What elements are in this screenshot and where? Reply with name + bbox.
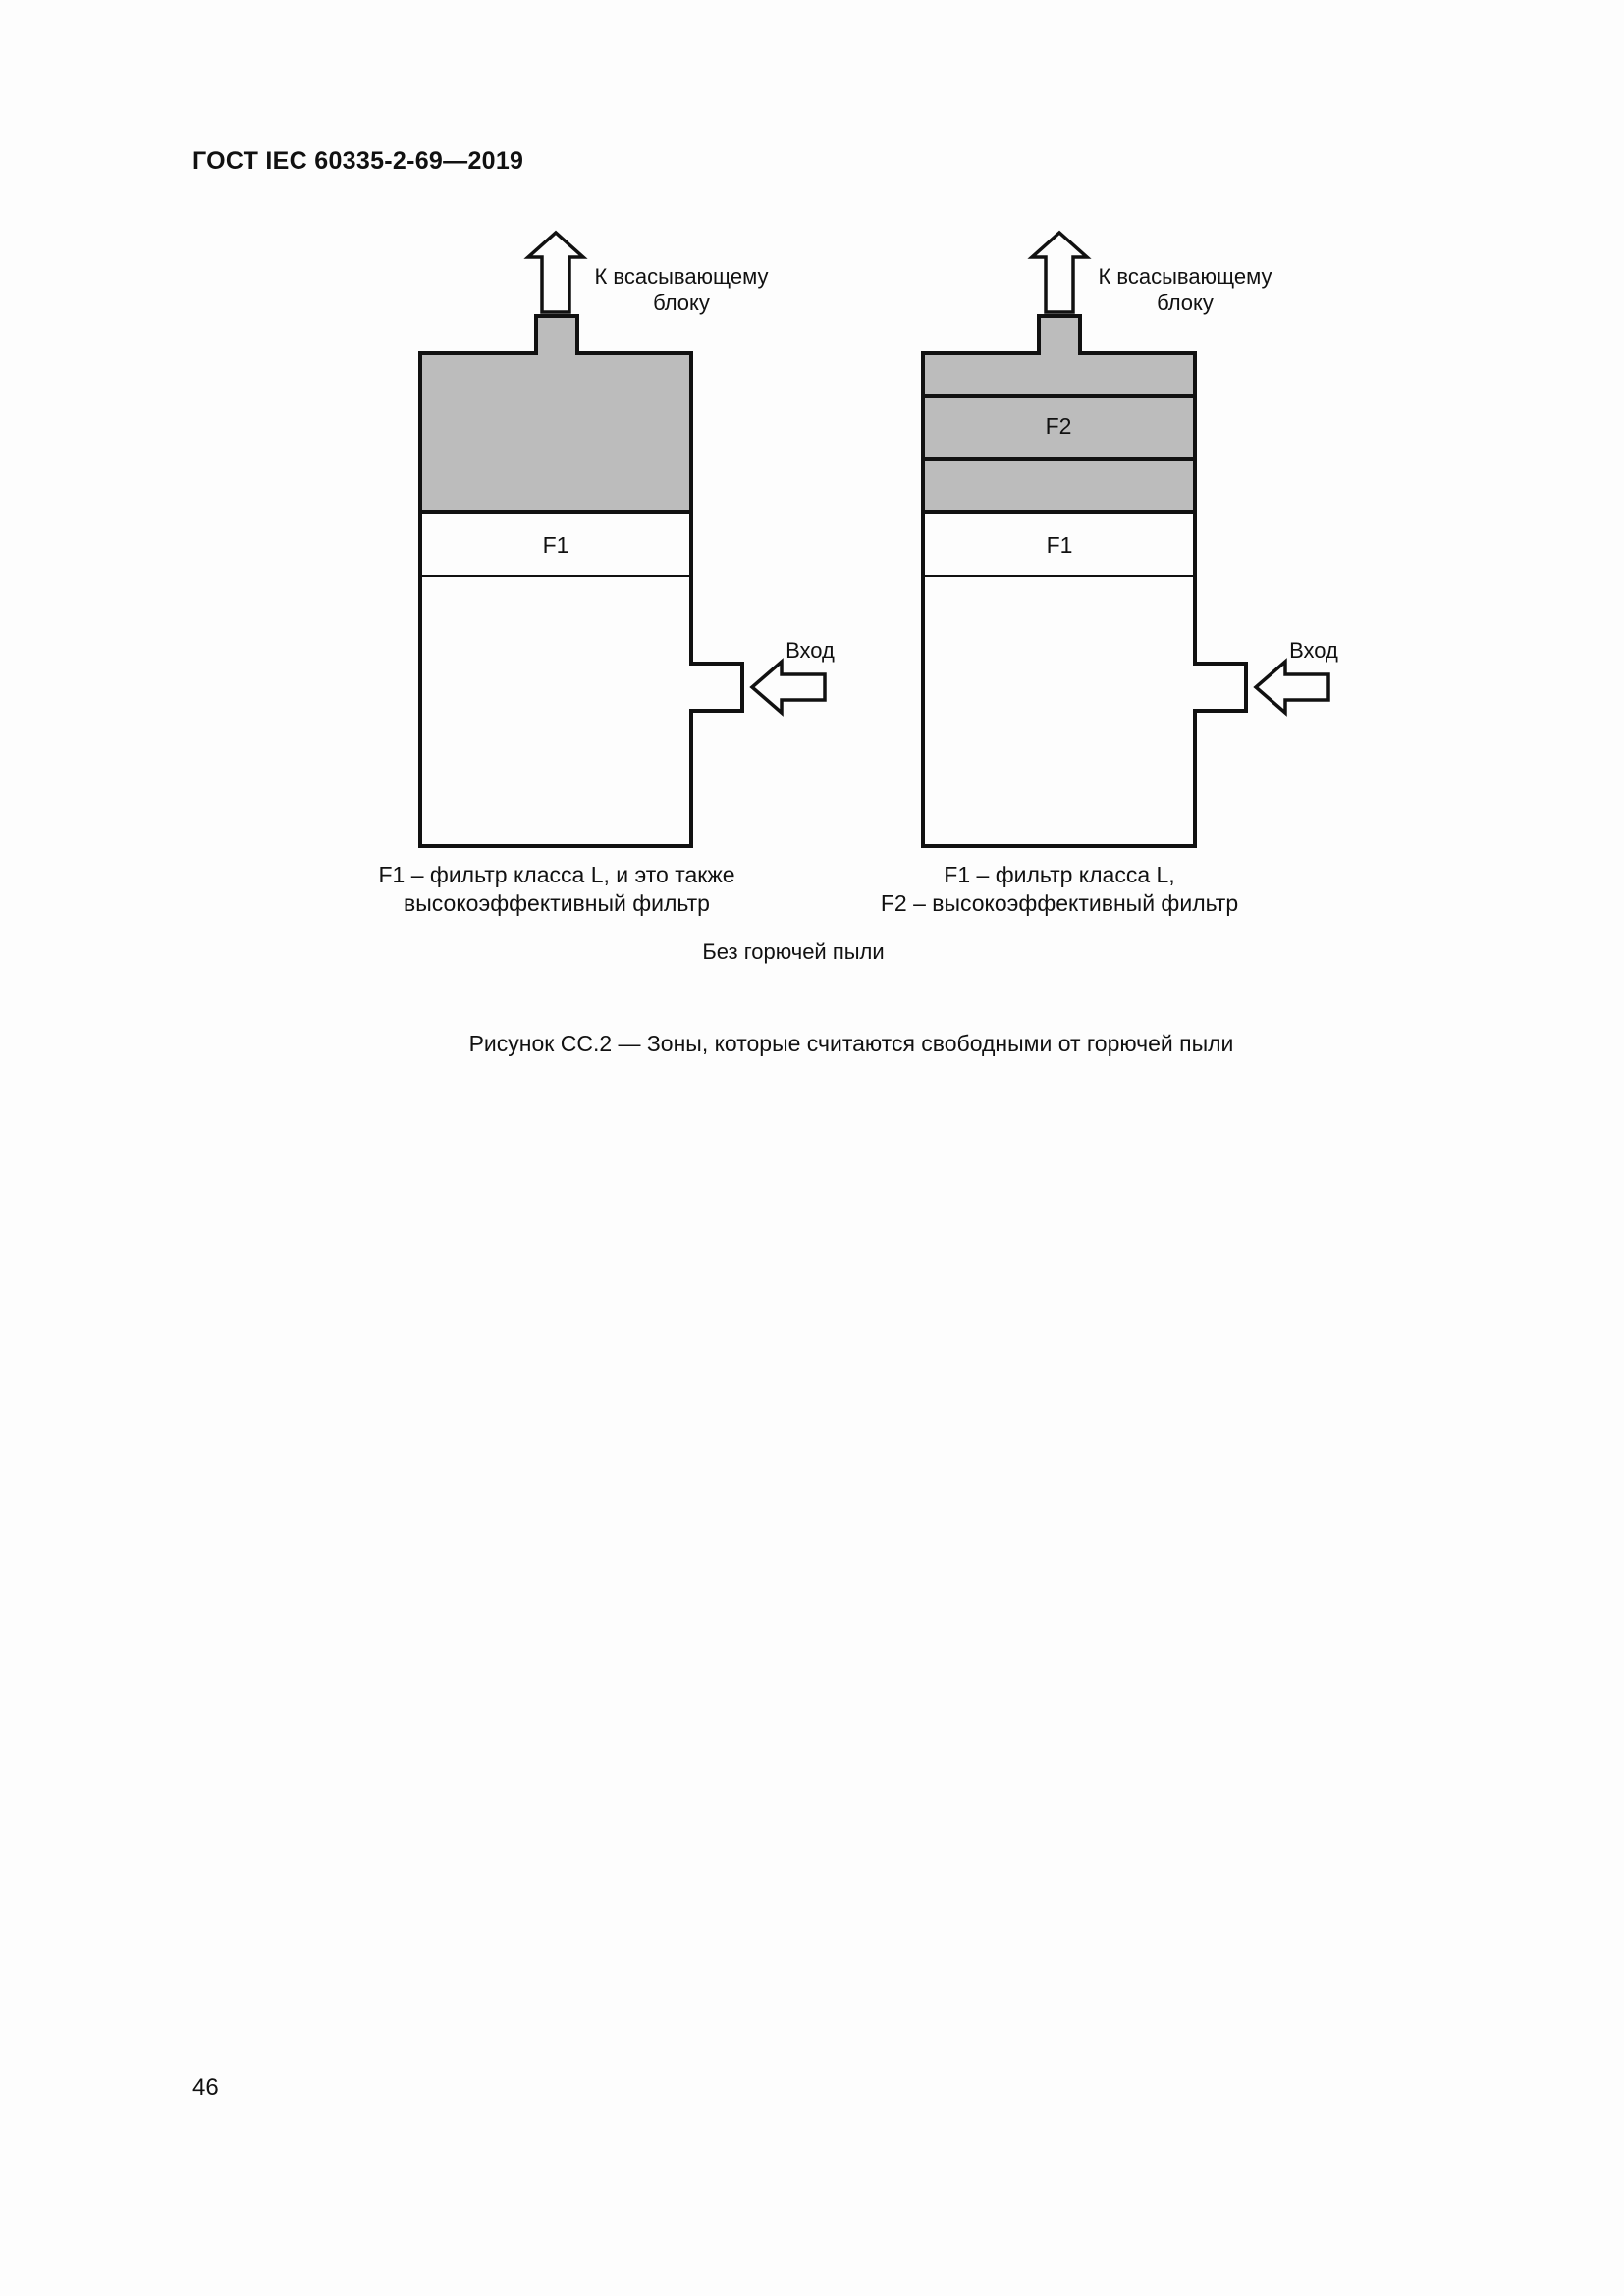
left-legend-line1: F1 – фильтр класса L, и это также	[378, 862, 735, 887]
left-diagram	[378, 233, 835, 916]
right-outlet-label-line2: блоку	[1157, 291, 1214, 315]
left-outlet-arrow-icon	[528, 233, 583, 312]
left-outlet-label-line2: блоку	[653, 291, 710, 315]
figure-cc2-diagrams	[0, 0, 1624, 1021]
right-body	[923, 577, 1246, 846]
right-dust-free-layer-bottom	[923, 459, 1195, 512]
right-inlet-label: Вход	[1289, 638, 1338, 663]
right-legend-line2: F2 – высокоэффективный фильтр	[880, 890, 1239, 916]
left-body	[420, 577, 742, 846]
zone-note: Без горючей пыли	[702, 939, 885, 964]
right-dust-free-layer-top	[923, 316, 1195, 396]
left-outlet-label-line1: К всасывающему	[594, 264, 769, 289]
right-diagram	[881, 233, 1338, 916]
right-legend-line1: F1 – фильтр класса L,	[944, 862, 1175, 887]
right-filter-f1-label: F1	[1046, 532, 1073, 558]
left-inlet-arrow-icon	[752, 662, 825, 713]
right-outlet-arrow-icon	[1032, 233, 1087, 312]
right-filter-f2-label: F2	[1045, 413, 1072, 439]
left-inlet-label: Вход	[785, 638, 835, 663]
right-outlet-label-line1: К всасывающему	[1098, 264, 1272, 289]
left-legend-line2: высокоэффективный фильтр	[404, 890, 710, 916]
right-inlet-arrow-icon	[1256, 662, 1328, 713]
left-dust-free-zone	[420, 316, 691, 512]
figure-caption: Рисунок СС.2 — Зоны, которые считаются свободными от горючей пыли	[468, 1031, 1234, 1056]
page-number: 46	[192, 2074, 219, 2101]
left-filter-f1-label: F1	[542, 532, 569, 558]
document-header: ГОСТ IEC 60335-2-69—2019	[192, 147, 524, 175]
